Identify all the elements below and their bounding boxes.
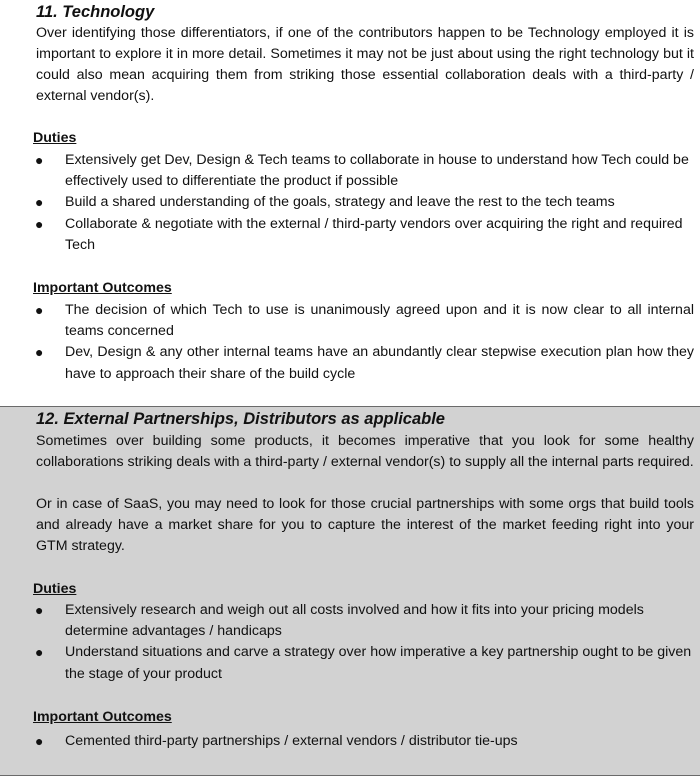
bullet-icon: ● <box>35 733 44 749</box>
list-item <box>0 214 700 256</box>
section-heading: 12. External Partnerships, Distributors as applicable <box>36 410 445 428</box>
outcomes-list <box>0 300 700 385</box>
list-item <box>0 731 700 752</box>
outcomes-label: Important Outcomes <box>33 709 172 725</box>
list-item <box>0 300 700 342</box>
list-item-text: Extensively research and weigh out all costs involved and how it fits into your pricing models determine advantages / handicaps <box>65 602 644 640</box>
section-intro: Over identifying those differentiators, if one of the contributors happen to be Technology employed it is important to explore it in more detail. Sometimes it may not be just about using the right technology but it could also mean acquiring them from striking those essential collaboration deals with a third-party / external vendor(s). <box>36 25 694 104</box>
bullet-icon: ● <box>35 344 44 361</box>
list-item-text: Dev, Design & any other internal teams have an abundantly clear stepwise execution plan how they have to approach their share of the build cycle <box>65 344 694 382</box>
bullet-icon: ● <box>35 194 44 211</box>
list-item <box>0 342 700 384</box>
list-item-text: Cemented third-party partnerships / external vendors / distributor tie-ups <box>65 733 518 749</box>
bullet-icon: ● <box>35 302 44 318</box>
outcomes-label: Important Outcomes <box>33 280 172 296</box>
list-item-text: Collaborate & negotiate with the external / third-party vendors over acquiring the right and required Tech <box>65 215 683 253</box>
list-item-text: Build a shared understanding of the goals, strategy and leave the rest to the tech teams <box>65 194 615 211</box>
list-item-text: Extensively get Dev, Design & Tech teams to collaborate in house to understand how Tech could be effectively used to differentiate the product if possible <box>65 152 689 190</box>
list-item <box>0 600 700 642</box>
partnerships-section <box>0 406 700 776</box>
bullet-icon: ● <box>35 215 44 232</box>
duties-list <box>0 150 700 256</box>
section-heading: 11. Technology <box>36 3 155 21</box>
section-intro-saas: Or in case of SaaS, you may need to look for those crucial partnerships with some orgs that build tools and already have a market share for you to capture the interest of the market feeding right into your GTM strategy. <box>36 496 694 554</box>
duties-label: Duties <box>33 581 77 597</box>
list-item <box>0 150 700 192</box>
bullet-icon: ● <box>35 152 44 168</box>
list-item <box>0 192 700 213</box>
outcomes-list <box>0 731 700 752</box>
list-item <box>0 642 700 684</box>
duties-label: Duties <box>33 130 77 146</box>
list-item-text: Understand situations and carve a strategy over how imperative a key partnership ought to be given the stage of your product <box>65 644 692 682</box>
list-item-text: The decision of which Tech to use is unanimously agreed upon and it is now clear to all internal teams concerned <box>65 302 694 340</box>
duties-list <box>0 600 700 685</box>
bullet-icon: ● <box>35 644 44 661</box>
bullet-icon: ● <box>35 602 44 618</box>
section-intro: Sometimes over building some products, it becomes imperative that you look for some healthy collaborations striking deals with a third-party / external vendor(s) to supply all the internal parts required. <box>36 433 694 470</box>
